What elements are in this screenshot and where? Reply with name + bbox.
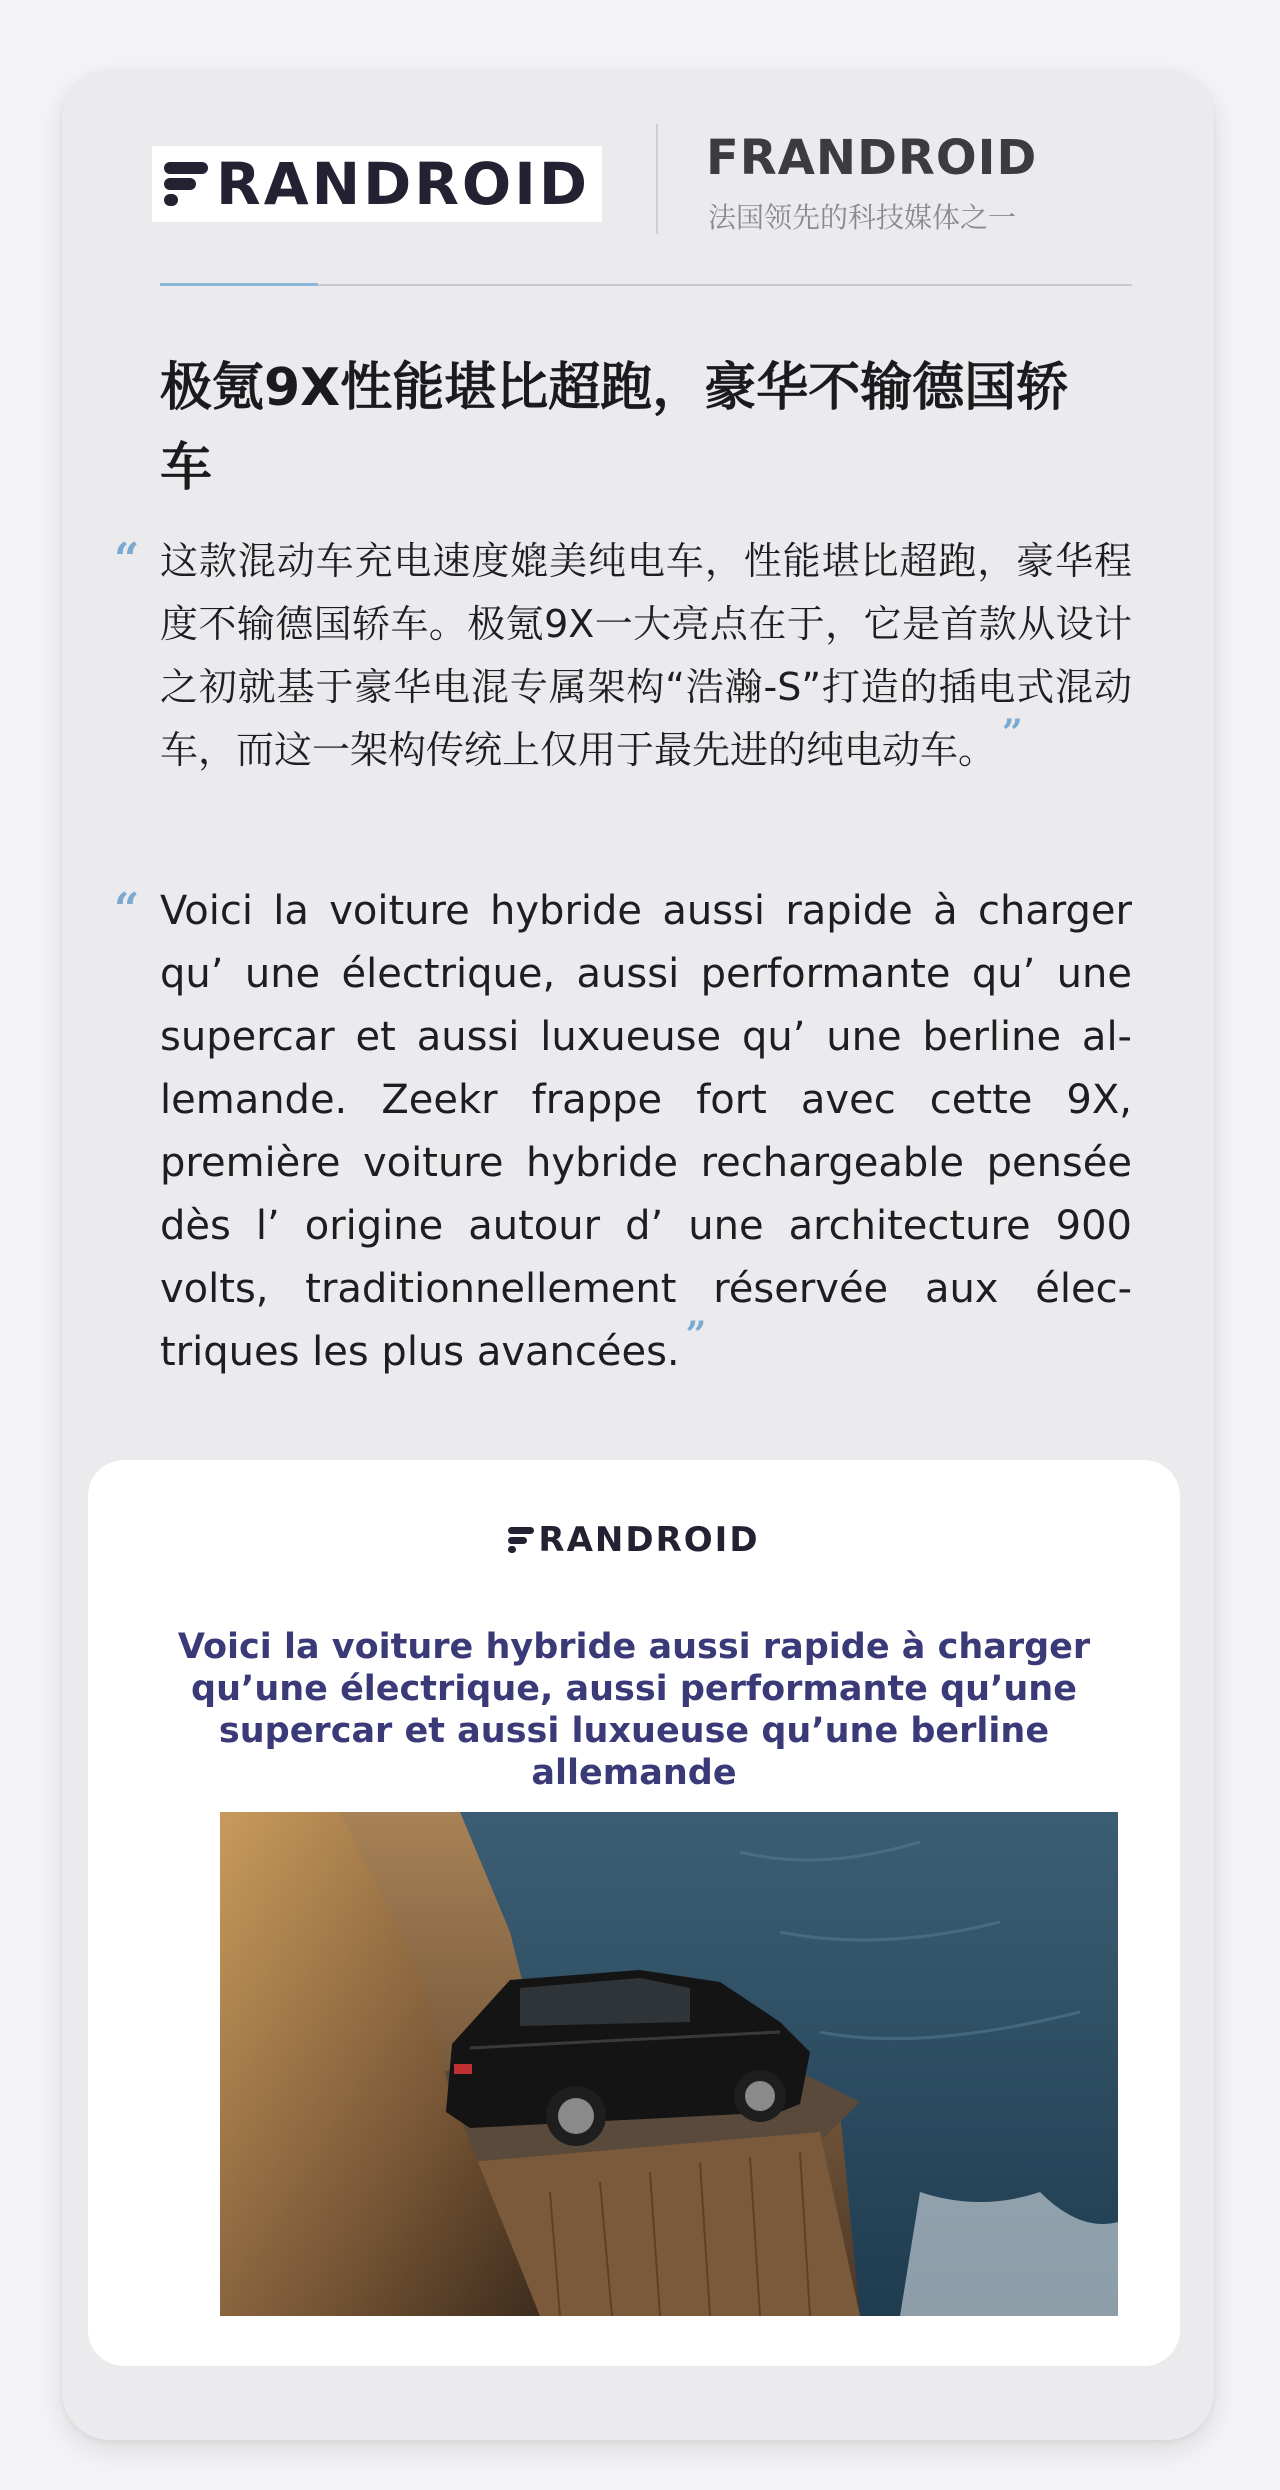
quote-chinese [160, 530, 1132, 782]
embed-logo [88, 1520, 1180, 1560]
embed-logo-text: RANDROID [538, 1520, 760, 1560]
quote-french-text: Voici la voiture hybride aussi rapide à charger qu’ une électrique, aussi performante qu’ une supercar et aussi luxueuse qu’ une berline al-lemande. Zeekr frappe fort avec cette 9X, première voiture hybride rechargeable pensée dès l’ origine autour d’ une architecture 900 volts, traditionnellement réservée aux élec-triques les plus avancées. [160, 888, 1132, 1375]
brand-title: FRANDROID [706, 130, 1038, 186]
embed-logo-f-glyph [508, 1527, 534, 1553]
open-quote-icon: “ [114, 884, 140, 935]
article-embed-card[interactable] [88, 1460, 1180, 2366]
close-quote-icon: ” [685, 1314, 707, 1356]
open-quote-icon: “ [114, 534, 140, 585]
header-rule-accent [160, 283, 318, 286]
brand-subtitle: 法国领先的科技媒体之一 [708, 201, 1017, 234]
article-headline: 极氪9X性能堪比超跑，豪华不输德国轿车 [160, 358, 1069, 498]
logo-text: RANDROID [216, 150, 590, 218]
header-divider [656, 124, 658, 234]
quote-french [160, 880, 1132, 1384]
close-quote-icon: ” [1002, 712, 1023, 754]
embed-title[interactable]: Voici la voiture hybride aussi rapide à charger qu’une électrique, aussi performante qu’une supercar et aussi luxueuse qu’une berline allemande [177, 1627, 1091, 1793]
frandroid-logo [152, 146, 602, 222]
quote-chinese-text: 这款混动车充电速度媲美纯电车，性能堪比超跑，豪华程度不输德国轿车。极氪9X一大亮点在于，它是首款从设计之初就基于豪华电混专属架构“浩瀚-S”打造的插电式混动车，而这一架构传统上仅用于最先进的纯电动车。 [160, 539, 1132, 772]
car-photo [220, 1812, 1118, 2316]
article-card [62, 70, 1214, 2440]
logo-f-glyph [164, 162, 208, 206]
